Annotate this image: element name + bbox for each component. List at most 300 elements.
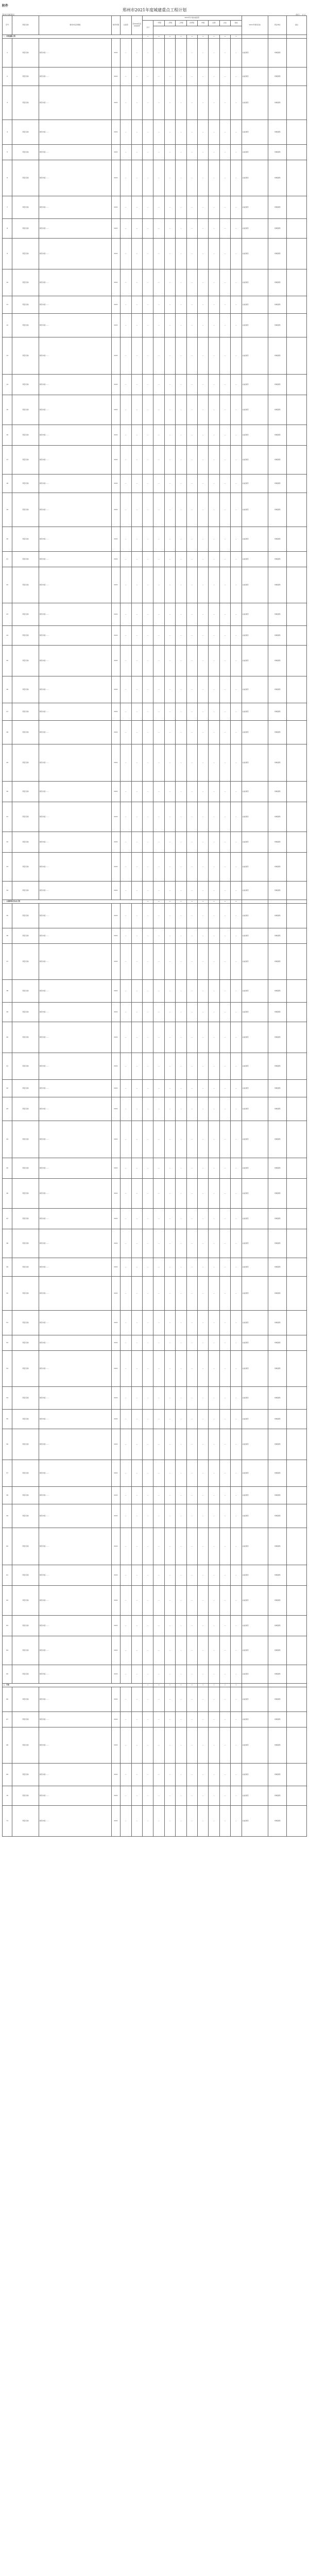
table-row — [3, 744, 307, 782]
table-cell: 建设内容…… — [39, 1665, 111, 1684]
table-cell: — — [219, 944, 230, 980]
table-cell: 建设内容…… — [39, 446, 111, 474]
table-cell: — — [219, 1097, 230, 1121]
table-cell: 建设内容…… — [39, 145, 111, 160]
table-cell: — — [176, 120, 186, 145]
table-row — [3, 1121, 307, 1158]
table-cell: 完成建设 — [242, 744, 268, 782]
table-cell: — — [209, 626, 219, 646]
table-cell — [287, 1806, 307, 1837]
table-cell: — — [209, 1121, 219, 1158]
table-cell: 2021 — [111, 219, 120, 239]
table-cell: 市城建局 — [268, 1311, 286, 1335]
table-cell: 市城建局 — [268, 802, 286, 832]
table-row — [3, 1687, 307, 1712]
table-cell: 市城建局 — [268, 1229, 286, 1258]
table-cell: 建设内容…… — [39, 1311, 111, 1335]
table-cell: 2021 — [111, 120, 120, 145]
table-cell: — — [231, 527, 242, 552]
table-cell: 53 — [3, 1351, 12, 1387]
table-cell: — — [197, 1727, 208, 1764]
table-cell: — — [121, 882, 131, 900]
table-cell: 39 — [3, 1003, 12, 1022]
table-cell — [287, 1277, 307, 1311]
table-cell — [287, 120, 307, 145]
table-cell: — — [121, 1080, 131, 1097]
table-cell: — — [186, 1121, 197, 1158]
table-cell: — — [219, 1229, 230, 1258]
section-total-cell: — — [176, 1684, 186, 1687]
table-cell — [287, 552, 307, 567]
table-cell: — — [219, 219, 230, 239]
table-cell: — — [142, 160, 153, 196]
table-cell: 项目名称 — [12, 1528, 39, 1565]
table-cell: — — [219, 1665, 230, 1684]
table-cell: — — [231, 1806, 242, 1837]
table-cell: 2021 — [111, 567, 120, 603]
table-cell: — — [197, 337, 208, 375]
table-cell — [287, 219, 307, 239]
table-cell: 建设内容…… — [39, 527, 111, 552]
table-cell: — — [131, 802, 142, 832]
table-cell: 项目名称 — [12, 676, 39, 703]
table-cell: — — [164, 1429, 175, 1460]
table-cell: — — [231, 782, 242, 802]
table-cell: 完成建设 — [242, 1387, 268, 1410]
table-cell: 市城建局 — [268, 1277, 286, 1311]
table-cell: — — [164, 395, 175, 425]
section-total-cell: — — [231, 1684, 242, 1687]
table-cell: 项目名称 — [12, 1277, 39, 1311]
table-row — [3, 1460, 307, 1487]
table-cell: — — [142, 337, 153, 375]
table-cell: — — [231, 1121, 242, 1158]
table-cell: — — [142, 1528, 153, 1565]
table-cell: — — [121, 980, 131, 1003]
table-cell: 2021 — [111, 1429, 120, 1460]
table-cell: — — [176, 1229, 186, 1258]
table-cell: — — [209, 1335, 219, 1351]
table-cell: — — [209, 493, 219, 527]
table-cell: 完成建设 — [242, 1158, 268, 1179]
table-cell: — — [142, 1504, 153, 1528]
table-cell: — — [142, 1351, 153, 1387]
table-cell: 2021 — [111, 337, 120, 375]
table-cell: — — [121, 160, 131, 196]
table-cell — [287, 802, 307, 832]
table-cell: — — [197, 944, 208, 980]
table-cell: 完成建设 — [242, 1665, 268, 1684]
table-row — [3, 1229, 307, 1258]
table-cell: — — [231, 120, 242, 145]
table-cell: — — [209, 832, 219, 853]
table-cell: 14 — [3, 375, 12, 395]
table-cell: — — [186, 219, 197, 239]
table-cell: — — [131, 1351, 142, 1387]
table-cell: — — [209, 425, 219, 446]
table-cell: 完成建设 — [242, 145, 268, 160]
table-cell — [287, 1460, 307, 1487]
table-cell: — — [142, 1080, 153, 1097]
table-cell — [287, 1351, 307, 1387]
table-cell: — — [176, 1764, 186, 1786]
table-row — [3, 395, 307, 425]
table-cell: 项目名称 — [12, 853, 39, 882]
section-total-cell: — — [209, 1684, 219, 1687]
table-cell: — — [219, 446, 230, 474]
table-cell: 23 — [3, 603, 12, 626]
table-cell: — — [219, 1258, 230, 1277]
table-cell: 67 — [3, 1712, 12, 1727]
table-cell: — — [197, 239, 208, 269]
table-cell: 建设内容…… — [39, 782, 111, 802]
table-cell: 市城建局 — [268, 1665, 286, 1684]
table-row — [3, 86, 307, 120]
table-cell: — — [219, 1311, 230, 1335]
table-cell: — — [209, 944, 219, 980]
table-cell: — — [131, 1387, 142, 1410]
table-cell: 5 — [3, 145, 12, 160]
table-cell: — — [209, 296, 219, 314]
table-cell: 完成建设 — [242, 782, 268, 802]
table-cell: — — [197, 1277, 208, 1311]
table-cell: 项目名称 — [12, 1258, 39, 1277]
table-cell: 2021 — [111, 314, 120, 337]
table-cell: 建设内容…… — [39, 744, 111, 782]
table-cell: — — [121, 1504, 131, 1528]
table-cell: — — [164, 1209, 175, 1229]
table-cell: — — [153, 1616, 164, 1636]
table-cell: — — [142, 1410, 153, 1429]
table-row — [3, 1487, 307, 1504]
table-cell: 项目名称 — [12, 1080, 39, 1097]
table-cell: — — [219, 1179, 230, 1209]
table-cell: — — [176, 425, 186, 446]
table-cell: — — [131, 196, 142, 219]
table-row — [3, 375, 307, 395]
table-cell: — — [131, 744, 142, 782]
table-cell: 建设内容…… — [39, 1786, 111, 1806]
table-cell: 2021 — [111, 1097, 120, 1121]
table-cell: — — [186, 1410, 197, 1429]
table-row — [3, 425, 307, 446]
table-cell: — — [121, 1665, 131, 1684]
section-total-cell — [287, 35, 307, 39]
col-enterprise: 企业 — [219, 21, 230, 26]
table-cell — [287, 337, 307, 375]
table-cell: 项目名称 — [12, 1487, 39, 1504]
table-cell: — — [164, 646, 175, 676]
table-row — [3, 196, 307, 219]
col-city: 市级 — [197, 21, 208, 26]
table-cell: — — [231, 160, 242, 196]
table-row — [3, 1410, 307, 1429]
table-cell: — — [131, 474, 142, 493]
table-cell — [287, 1311, 307, 1335]
table-cell: — — [197, 1335, 208, 1351]
table-cell: — — [231, 86, 242, 120]
table-cell: — — [131, 1022, 142, 1053]
table-cell: 项目名称 — [12, 646, 39, 676]
table-cell: — — [131, 1053, 142, 1080]
table-cell: — — [231, 744, 242, 782]
section-total-cell — [287, 900, 307, 904]
table-cell: — — [197, 1003, 208, 1022]
table-cell: — — [219, 802, 230, 832]
table-cell — [287, 782, 307, 802]
table-cell: — — [197, 425, 208, 446]
table-cell: — — [231, 474, 242, 493]
table-cell: — — [153, 1806, 164, 1837]
table-cell: — — [209, 552, 219, 567]
table-cell: 完成建设 — [242, 296, 268, 314]
table-cell: — — [231, 296, 242, 314]
table-cell: — — [219, 882, 230, 900]
table-cell: — — [176, 744, 186, 782]
table-cell — [287, 1121, 307, 1158]
table-cell: 完成建设 — [242, 1727, 268, 1764]
table-cell: — — [209, 782, 219, 802]
table-cell: — — [121, 721, 131, 744]
table-cell: — — [209, 145, 219, 160]
table-cell: — — [153, 425, 164, 446]
table-row — [3, 1277, 307, 1311]
table-cell: — — [142, 980, 153, 1003]
table-cell: — — [164, 603, 175, 626]
table-cell: — — [186, 1665, 197, 1684]
table-cell: — — [219, 527, 230, 552]
table-cell: 项目名称 — [12, 39, 39, 67]
table-row — [3, 1586, 307, 1616]
section-total-cell: — — [219, 1684, 230, 1687]
table-cell: 市城建局 — [268, 1487, 286, 1504]
table-cell: 70 — [3, 1786, 12, 1806]
table-cell: 项目名称 — [12, 832, 39, 853]
table-cell: — — [121, 1636, 131, 1665]
table-cell: 项目名称 — [12, 474, 39, 493]
table-cell: 市城建局 — [268, 928, 286, 944]
table-row — [3, 853, 307, 882]
table-cell: — — [164, 721, 175, 744]
table-cell: 2021 — [111, 1786, 120, 1806]
table-cell: — — [121, 1387, 131, 1410]
table-cell: — — [164, 1258, 175, 1277]
table-cell: — — [231, 1460, 242, 1487]
col-plan-total: 合计 — [142, 21, 153, 35]
table-cell: 市城建局 — [268, 1806, 286, 1837]
table-cell: 40 — [3, 1022, 12, 1053]
table-cell: 2021 — [111, 1335, 120, 1351]
table-cell: — — [219, 626, 230, 646]
table-row — [3, 721, 307, 744]
table-cell: 市城建局 — [268, 1022, 286, 1053]
table-cell: 38 — [3, 980, 12, 1003]
table-cell: 市城建局 — [268, 980, 286, 1003]
table-cell: 2021 — [111, 904, 120, 928]
table-cell: — — [121, 425, 131, 446]
table-cell: 22 — [3, 567, 12, 603]
table-cell: — — [231, 567, 242, 603]
table-cell: — — [153, 646, 164, 676]
table-cell: 市城建局 — [268, 676, 286, 703]
table-cell: — — [209, 1351, 219, 1387]
table-cell: 完成建设 — [242, 337, 268, 375]
table-cell: — — [176, 1636, 186, 1665]
table-cell: — — [197, 1504, 208, 1528]
table-cell: — — [176, 1351, 186, 1387]
attachment-label: 附件 — [2, 4, 9, 8]
table-cell: — — [164, 120, 175, 145]
table-cell: — — [186, 493, 197, 527]
table-cell: 完成建设 — [242, 1080, 268, 1097]
table-cell: — — [176, 160, 186, 196]
table-cell: — — [153, 1429, 164, 1460]
table-cell: 项目名称 — [12, 1121, 39, 1158]
table-cell: — — [121, 296, 131, 314]
table-cell: — — [219, 980, 230, 1003]
table-cell: 完成建设 — [242, 425, 268, 446]
table-row — [3, 1080, 307, 1097]
table-cell: 45 — [3, 1158, 12, 1179]
table-cell: — — [153, 1528, 164, 1565]
table-cell: 4 — [3, 120, 12, 145]
table-cell: — — [153, 1003, 164, 1022]
table-cell: — — [121, 1335, 131, 1351]
table-cell: — — [121, 446, 131, 474]
table-cell: — — [142, 446, 153, 474]
table-cell: — — [231, 493, 242, 527]
page-title: 郑州市2021年度城建重点工程计划 — [122, 8, 187, 12]
table-cell: — — [131, 1528, 142, 1565]
table-cell — [287, 296, 307, 314]
table-cell: 项目名称 — [12, 1335, 39, 1351]
table-cell: — — [197, 1636, 208, 1665]
header-spacer — [153, 26, 242, 35]
table-cell: 市城建局 — [268, 239, 286, 269]
table-cell: — — [186, 1712, 197, 1727]
table-cell: 2021 — [111, 1121, 120, 1158]
table-cell: — — [176, 493, 186, 527]
table-cell: — — [186, 1460, 197, 1487]
table-cell: — — [131, 1712, 142, 1727]
table-cell: — — [164, 219, 175, 239]
table-cell: 建设内容…… — [39, 239, 111, 269]
table-row — [3, 219, 307, 239]
table-cell: — — [142, 1429, 153, 1460]
table-cell: — — [131, 1209, 142, 1229]
table-cell: — — [209, 1665, 219, 1684]
table-cell: 建设内容…… — [39, 86, 111, 120]
table-cell: — — [142, 904, 153, 928]
table-cell: 2021 — [111, 446, 120, 474]
table-cell: — — [164, 676, 175, 703]
table-cell: — — [142, 1311, 153, 1335]
table-cell: — — [121, 1003, 131, 1022]
table-cell: 建设内容…… — [39, 626, 111, 646]
table-cell: 市城建局 — [268, 1179, 286, 1209]
table-cell: — — [231, 337, 242, 375]
table-cell: — — [131, 1429, 142, 1460]
table-cell: — — [219, 603, 230, 626]
table-cell: — — [231, 1097, 242, 1121]
table-cell: 建设内容…… — [39, 1727, 111, 1764]
table-cell: — — [131, 567, 142, 603]
table-row — [3, 1351, 307, 1387]
table-cell: — — [131, 1410, 142, 1429]
table-cell: — — [186, 1258, 197, 1277]
table-cell: — — [219, 904, 230, 928]
table-cell: — — [209, 160, 219, 196]
table-cell: — — [219, 1158, 230, 1179]
table-cell: — — [153, 219, 164, 239]
table-cell: — — [131, 626, 142, 646]
table-cell: — — [209, 853, 219, 882]
table-cell: 2021 — [111, 832, 120, 853]
table-cell: — — [231, 1351, 242, 1387]
table-cell: — — [219, 314, 230, 337]
table-cell: — — [231, 646, 242, 676]
table-cell: — — [153, 1022, 164, 1053]
table-cell: 完成建设 — [242, 1687, 268, 1712]
table-cell: — — [231, 1586, 242, 1616]
table-cell: 市城建局 — [268, 337, 286, 375]
table-cell: 市城建局 — [268, 1712, 286, 1727]
table-cell: 市城建局 — [268, 1616, 286, 1636]
table-cell: — — [176, 552, 186, 567]
table-cell: — — [219, 1504, 230, 1528]
table-cell: 市城建局 — [268, 853, 286, 882]
table-cell: — — [131, 1277, 142, 1311]
table-cell: 2021 — [111, 1487, 120, 1504]
table-cell: — — [186, 703, 197, 721]
section-total-cell: — — [197, 1684, 208, 1687]
table-cell: 完成建设 — [242, 375, 268, 395]
table-row — [3, 676, 307, 703]
table-cell: — — [121, 1022, 131, 1053]
table-cell: — — [231, 269, 242, 296]
table-cell: — — [164, 802, 175, 832]
table-cell: — — [197, 882, 208, 900]
table-cell: 2021 — [111, 395, 120, 425]
table-cell: — — [197, 375, 208, 395]
table-cell: 项目名称 — [12, 145, 39, 160]
section-row — [3, 900, 307, 904]
table-cell: 2021 — [111, 802, 120, 832]
section-label: 二、公园绿地及生态工程 — [3, 900, 143, 904]
table-cell: — — [142, 1277, 153, 1311]
col-period: 建设年限 — [111, 16, 120, 35]
table-row — [3, 626, 307, 646]
table-cell: — — [197, 1158, 208, 1179]
table-cell: — — [209, 1003, 219, 1022]
table-cell: — — [197, 853, 208, 882]
table-cell: — — [197, 1586, 208, 1616]
table-cell: — — [186, 853, 197, 882]
table-cell: — — [153, 1665, 164, 1684]
table-cell: — — [153, 721, 164, 744]
table-cell: — — [164, 703, 175, 721]
section-total-cell: — — [153, 900, 164, 904]
table-cell: — — [121, 744, 131, 782]
table-cell: — — [176, 1504, 186, 1528]
table-cell: — — [164, 1022, 175, 1053]
table-cell: 市城建局 — [268, 269, 286, 296]
table-cell — [287, 1387, 307, 1410]
table-row — [3, 160, 307, 196]
table-cell: — — [186, 1053, 197, 1080]
table-cell: — — [209, 1460, 219, 1487]
table-cell: — — [164, 1053, 175, 1080]
